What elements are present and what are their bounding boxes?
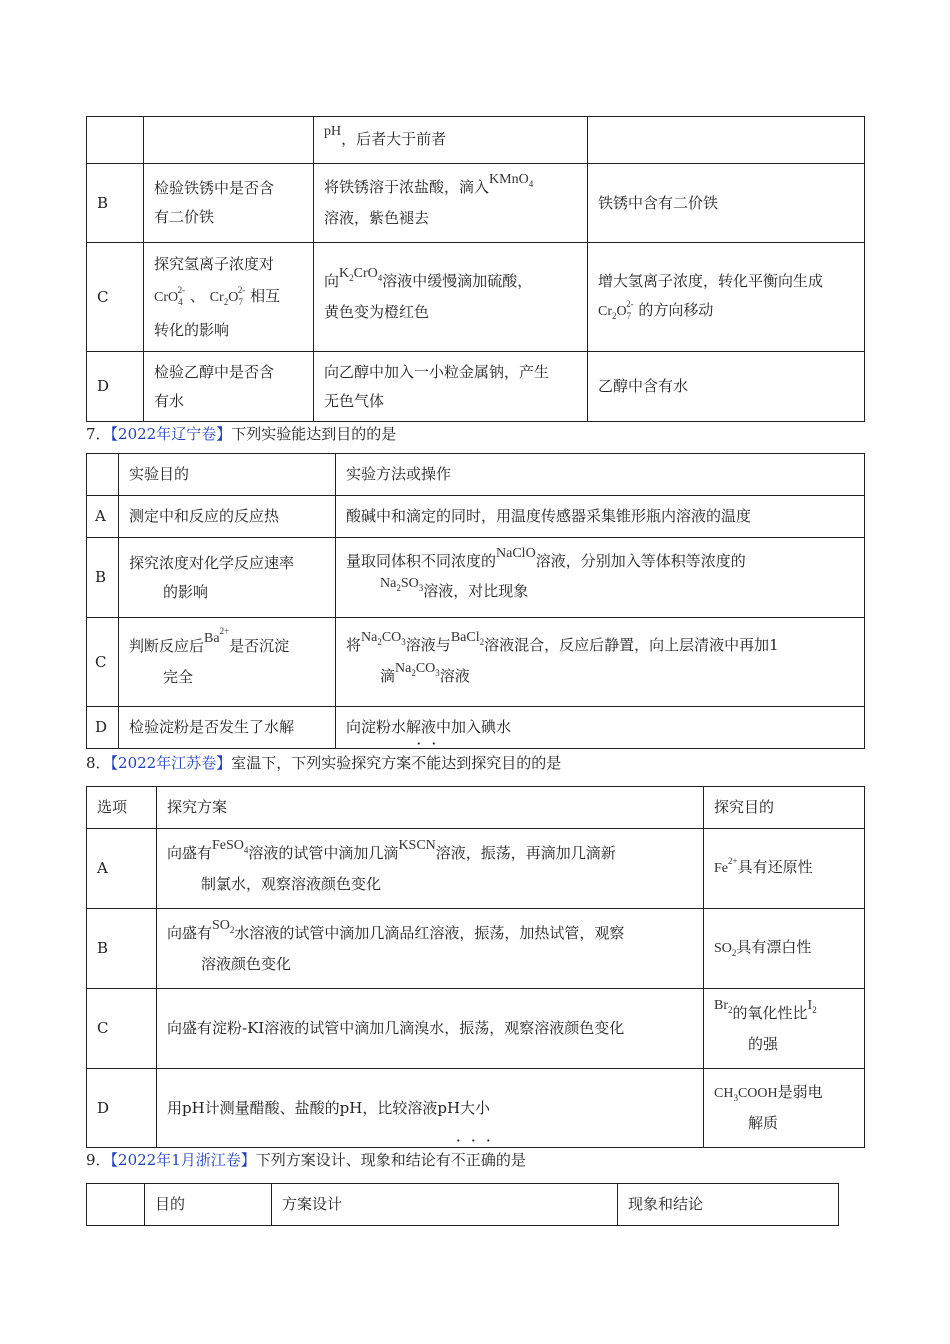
chem-formula: KMnO$_4$ [489,172,534,189]
table-row [87,496,865,538]
chem-formula: $Ba^{2+}$ [204,626,230,646]
table-row [87,352,865,422]
chem-formula: $Na_2CO_3$ [361,630,406,647]
cell-label: D [87,1069,157,1148]
cell-plan: 向盛有FeSO$_4$溶液的试管中滴加几滴KSCN溶液，振荡，再滴加几滴新 制氯水，观察溶液颜色变化 [157,829,704,909]
cell-goal: $Fe^{2+}$具有还原性 [704,829,865,909]
cell-goal: $CH_3COOH$是弱电 解质 [704,1069,865,1148]
table-row [87,989,865,1069]
table-header-row [87,454,865,496]
table-q7 [86,453,865,749]
table-row [87,117,865,164]
cell-label: A [87,829,157,909]
chem-formula: $Na_2CO_3$ [395,661,440,678]
cell-conclusion: 增大氢离子浓度，转化平衡向生成 $Cr_2O_7^{2-}$ 的方向移动 [588,243,865,352]
cell-method: 酸碱中和滴定的同时，用温度传感器采集锥形瓶内溶液的温度 [336,496,865,538]
table-row [87,618,865,707]
cell-label [87,117,144,164]
cell-operation: 向乙醇中加入一小粒金属钠，产生 无色气体 [314,352,588,422]
question-9-stem: 9．【2022年1月浙江卷】下列方案设计、现象和结论有不正确的是 [86,1148,526,1172]
cell-label: C [87,243,144,352]
chem-formula: FeSO$_4$ [212,837,249,855]
chem-ph: pH [324,124,342,139]
cell-label: C [87,989,157,1069]
header-design: 方案设计 [272,1184,618,1226]
cell-method: 量取同体积不同浓度的NaClO溶液，分别加入等体积等浓度的 $Na_2SO_3$溶液，对比现象 [336,538,865,618]
chem-formula: $Fe^{2+}$ [714,856,738,876]
header-goal: 目的 [145,1184,272,1226]
header-goal: 探究目的 [704,787,865,829]
chem-formula: $I_2$ [807,997,817,1015]
cell-method: 向淀粉水解液中加入碘水 [336,707,865,749]
header-method: 实验方法或操作 [336,454,865,496]
cell-goal: 测定中和反应的反应热 [119,496,336,538]
cell-label: B [87,164,144,243]
cell-blank [87,454,119,496]
cell-goal: 检验淀粉是否发生了水解 [119,707,336,749]
cell-conclusion [588,117,865,164]
chem-formula: $Br_2$ [714,997,733,1015]
cell-conclusion: 铁锈中含有二价铁 [588,164,865,243]
header-goal: 实验目的 [119,454,336,496]
cell-method: 将$Na_2CO_3$溶液与BaCl$_2$溶液混合，反应后静置，向上层清液中再加1 滴$Na_2CO_3$溶液 [336,618,865,707]
cell-conclusion: 乙醇中含有水 [588,352,865,422]
cell-plan: 向盛有$SO_2$水溶液的试管中滴加几滴品红溶液，振荡，加热试管，观察 溶液颜色变化 [157,909,704,989]
cell-goal: 探究浓度对化学反应速率 的影响 [119,538,336,618]
table-row [87,538,865,618]
emphasis-char: 不 [450,1151,466,1169]
cell-operation: pH，后者大于前者 [314,117,588,164]
table-row [87,909,865,989]
table-row [87,707,865,749]
emphasis-char: 不 [411,754,427,772]
table-q8 [86,786,865,1148]
chem-formula: BaCl$_2$ [450,630,485,647]
table-header-row [87,1184,839,1226]
chem-formula: $CH_3COOH$ [714,1086,778,1103]
cell-label: B [87,909,157,989]
header-result: 现象和结论 [618,1184,839,1226]
table-q6 [86,116,865,422]
cell-label: D [87,707,119,749]
table-row [87,829,865,909]
emphasis-char: 确 [480,1151,496,1169]
chem-formula: $K_2CrO_4$ [339,266,383,283]
cell-label: A [87,496,119,538]
emphasis-char: 能 [426,754,442,772]
chem-formula: KSCN [398,837,436,853]
cell-goal: $Br_2$的氧化性比$I_2$ 的强 [704,989,865,1069]
question-8-stem: 8．【2022年江苏卷】室温下，下列实验探究方案不能达到探究目的的是 [86,751,561,775]
cell-label: C [87,618,119,707]
question-source: 【2022年1月浙江卷】 [110,1151,256,1169]
cell-plan: 用pH计测量醋酸、盐酸的pH，比较溶液pH大小 [157,1069,704,1148]
table-row [87,243,865,352]
cell-goal: 判断反应后$Ba^{2+}$是否沉淀 完全 [119,618,336,707]
emphasis-char: 正 [465,1151,481,1169]
table-header-row [87,787,865,829]
cell-goal: $SO_2$具有漂白性 [704,909,865,989]
question-source: 【2022年辽宁卷】 [110,425,232,443]
chem-formula: CrO$_4^{2-}$ [154,285,186,307]
cell-goal: 探究氢离子浓度对 CrO$_4^{2-}$ 、 $Cr_2O_7^{2-}$ 相互 转化的影响 [144,243,314,352]
cell-operation: 将铁锈溶于浓盐酸，滴入KMnO$_4$ 溶液，紫色褪去 [314,164,588,243]
chem-formula: NaClO [496,546,536,561]
question-source: 【2022年江苏卷】 [110,754,232,772]
question-7-stem: 7．【2022年辽宁卷】下列实验能达到目的的是 [86,425,397,443]
header-plan: 探究方案 [157,787,704,829]
chem-formula: $Cr_2O_7^{2-}$ [209,285,246,307]
chem-formula: $SO_2$ [714,941,737,958]
cell-plan: 向盛有淀粉-KI溶液的试管中滴加几滴溴水，振荡，观察溶液颜色变化 [157,989,704,1069]
cell-goal: 检验铁锈中是否含 有二价铁 [144,164,314,243]
chem-formula: $Cr_2O_7^{2-}$ [598,299,634,321]
cell-goal [144,117,314,164]
cell-blank [87,1184,145,1226]
header-option: 选项 [87,787,157,829]
chem-formula: $SO_2$ [212,917,235,935]
table-row [87,164,865,243]
cell-goal: 检验乙醇中是否含 有水 [144,352,314,422]
table-q9 [86,1183,839,1226]
chem-formula: $Na_2SO_3$ [380,576,424,593]
cell-label: B [87,538,119,618]
cell-label: D [87,352,144,422]
cell-operation: 向$K_2CrO_4$溶液中缓慢滴加硫酸， 黄色变为橙红色 [314,243,588,352]
